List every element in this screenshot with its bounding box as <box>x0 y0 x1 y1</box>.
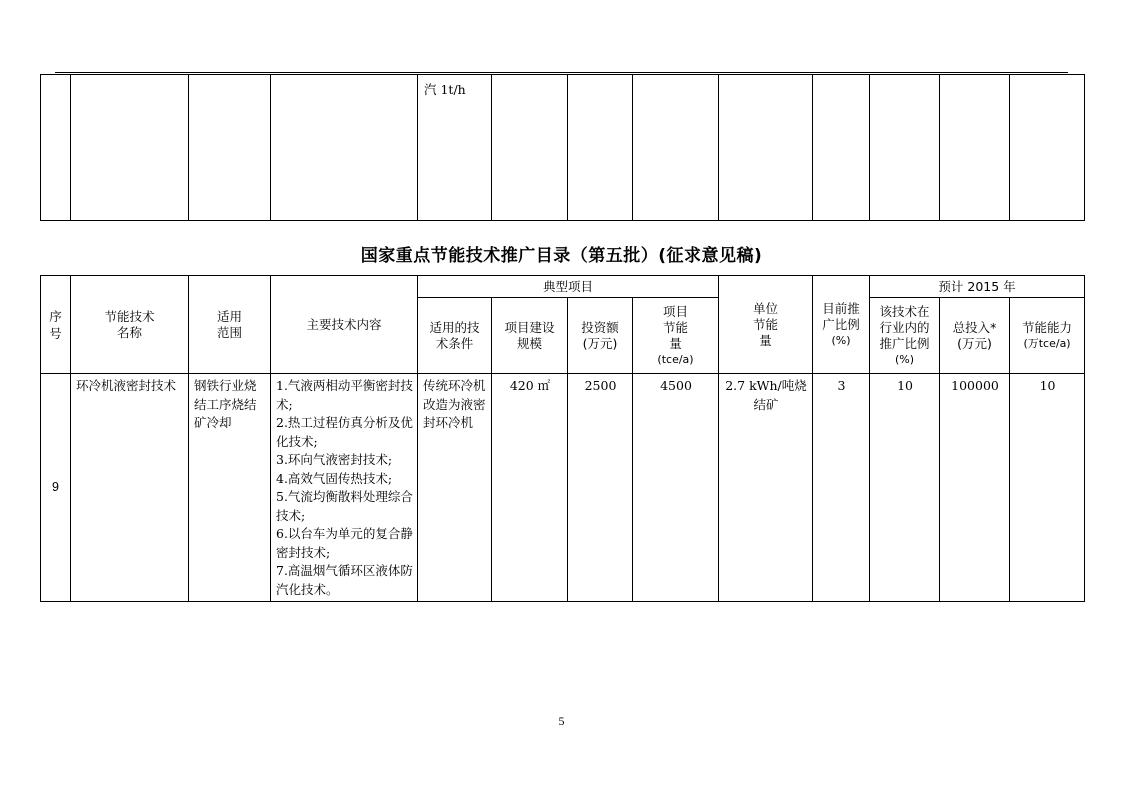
header-unit-saving: 单位节能量 <box>719 276 813 374</box>
header-typical-project: 典型项目 <box>418 276 719 298</box>
row-saving: 4500 <box>633 374 719 602</box>
row-scope: 钢铁行业烧结工序烧结矿冷却 <box>189 374 271 602</box>
content-step: 1.气液两相动平衡密封技术; <box>276 378 413 412</box>
row-seq: 9 <box>41 374 71 602</box>
header-capacity: 节能能力 (万tce/a) <box>1010 298 1085 374</box>
cont-cell <box>719 75 813 221</box>
content-step: 5.气流均衡散料处理综合技术; <box>276 489 413 523</box>
cont-cell <box>492 75 568 221</box>
cont-cell <box>71 75 189 221</box>
catalog-table <box>40 275 1085 602</box>
header-conditions: 适用的技术条件 <box>418 298 492 374</box>
page-number: 5 <box>558 714 565 728</box>
row-capacity: 10 <box>1010 374 1085 602</box>
header-total-invest: 总投入* (万元) <box>940 298 1010 374</box>
cont-cell <box>1010 75 1085 221</box>
row-investment: 2500 <box>568 374 633 602</box>
header-content: 主要技术内容 <box>271 276 418 374</box>
row-scale: 420 ㎡ <box>492 374 568 602</box>
header-seq: 序号 <box>41 276 71 374</box>
cont-cell <box>189 75 271 221</box>
header-industry-ratio: 该技术在行业内的推广比例 (%) <box>870 298 940 374</box>
cont-text: 汽 1t/h <box>424 82 466 97</box>
row-content <box>271 374 418 602</box>
header-scope: 适用范围 <box>189 276 271 374</box>
cont-cell <box>870 75 940 221</box>
continuation-table <box>40 74 1085 221</box>
header-current-ratio: 目前推广比例 (%) <box>813 276 870 374</box>
header-name: 节能技术名称 <box>71 276 189 374</box>
cont-cell-conditions <box>418 75 492 221</box>
cont-cell <box>940 75 1010 221</box>
cont-cell <box>271 75 418 221</box>
row-name: 环冷机液密封技术 <box>71 374 189 602</box>
header-forecast: 预计 2015 年 <box>870 276 1085 298</box>
header-saving: 项目节能量 (tce/a) <box>633 298 719 374</box>
content-step: 2.热工过程仿真分析及优化技术; <box>276 415 413 449</box>
content-step: 4.高效气固传热技术; <box>276 470 393 486</box>
cont-cell <box>41 75 71 221</box>
row-industry-ratio: 10 <box>870 374 940 602</box>
row-total-invest: 100000 <box>940 374 1010 602</box>
cont-cell <box>568 75 633 221</box>
content-step: 6.以台车为单元的复合静密封技术; <box>276 526 413 560</box>
header-rule <box>55 72 1068 73</box>
cont-cell <box>633 75 719 221</box>
header-investment: 投资额 (万元) <box>568 298 633 374</box>
row-conditions: 传统环冷机改造为液密封环冷机 <box>418 374 492 602</box>
cont-cell <box>813 75 870 221</box>
content-step: 3.环向气液密封技术; <box>276 452 393 467</box>
content-step: 7.高温烟气循环区液体防汽化技术。 <box>276 563 413 597</box>
row-current-ratio: 3 <box>813 374 870 602</box>
row-unit-saving: 2.7 kWh/吨烧结矿 <box>719 374 813 602</box>
header-scale: 项目建设规模 <box>492 298 568 374</box>
page-title: 国家重点节能技术推广目录（第五批）(征求意见稿) <box>360 246 763 266</box>
